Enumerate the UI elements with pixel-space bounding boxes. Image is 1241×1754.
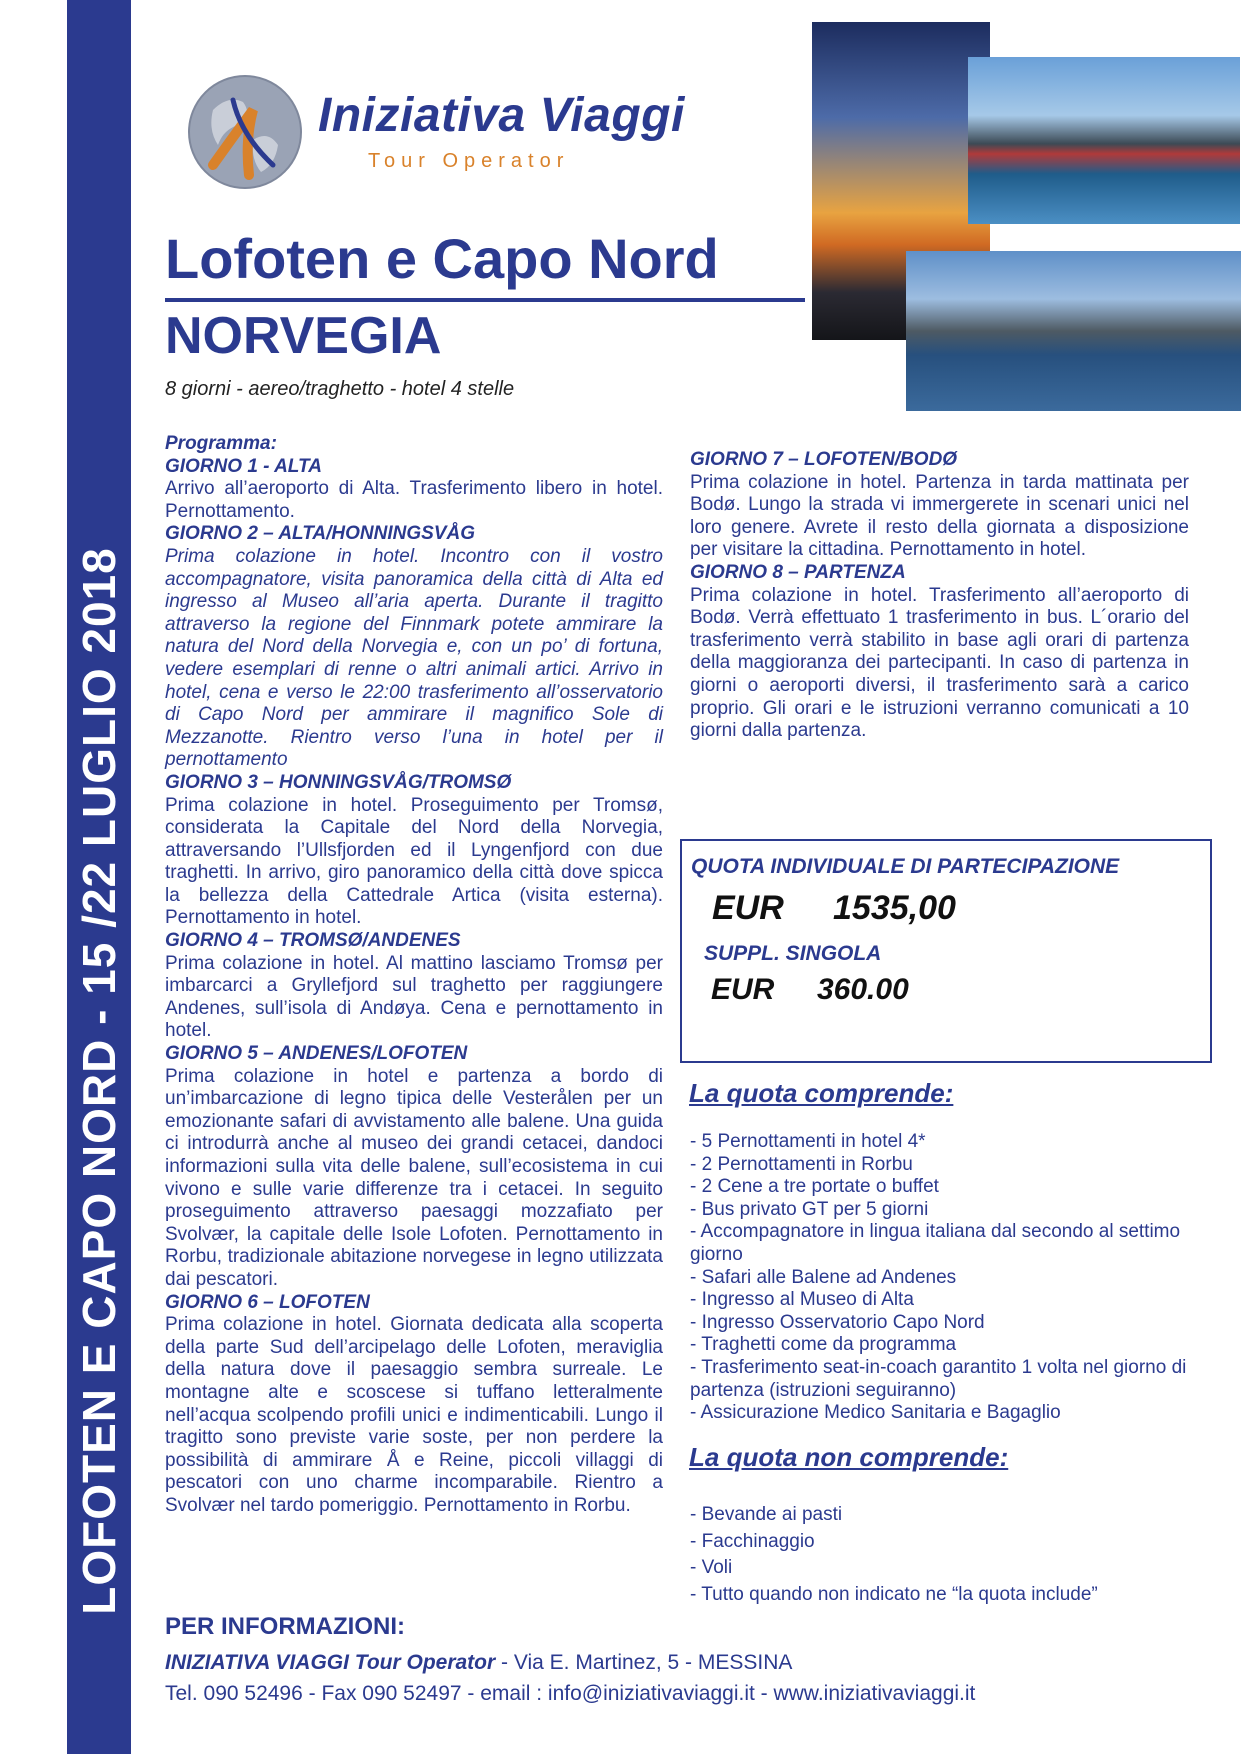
list-item: - Ingresso al Museo di Alta xyxy=(690,1289,914,1311)
day-text: Arrivo all’aeroporto di Alta. Trasferimento libero in hotel. Pernottamento. xyxy=(165,478,663,522)
title-divider xyxy=(165,298,805,302)
list-item: - Bus privato GT per 5 giorni xyxy=(690,1198,929,1220)
day-heading: GIORNO 6 – LOFOTEN xyxy=(165,1291,370,1313)
company-name: INIZIATIVA VIAGGI Tour Operator xyxy=(165,1651,496,1674)
single-supplement-label: SUPPL. SINGOLA xyxy=(704,942,882,965)
list-item: - Facchinaggio xyxy=(690,1530,815,1552)
day-text: Prima colazione in hotel. Giornata dedicata alla scoperta della parte Sud dell’arcipelago delle Lofoten, meraviglia della natura dove il paesaggio sembra surreale. Le montagne alte e scoscese si tuffano letteralmente nell’acqua scolpendo profili unici e indimenticabili. Lungo il tragitto sono previste varie soste, per non perdere la possibilità di ammirare Å e Reine, piccoli villaggi di pescatori con uno charme incomparabile. Rientro a Svolvær nel tardo pomeriggio. Pernottamento in Rorbu. xyxy=(165,1314,663,1516)
day-text: Prima colazione in hotel. Proseguimento per Tromsø, considerata la Capitale del Nord della Norvegia, attraversando l’Ullsfjorden ed il Lyngenfjord con due traghetti. In arrivo, giro panoramico della città dove spicca la bellezza della Cattedrale Artica (visita esterna). Pernottamento in hotel. xyxy=(165,794,663,929)
day-heading: GIORNO 7 – LOFOTEN/BODØ xyxy=(690,449,958,470)
list-item: - 5 Pernottamenti in hotel 4* xyxy=(690,1131,926,1152)
page-subtitle: NORVEGIA xyxy=(165,307,442,365)
program-column-right xyxy=(690,449,1189,743)
program-column-left xyxy=(165,433,663,1518)
list-item: - Safari alle Balene ad Andenes xyxy=(690,1266,957,1288)
contact-details-line: Tel. 090 52496 - Fax 090 52497 - email : info@iniziativaviaggi.it - www.iniziativaviaggi.it xyxy=(165,1682,976,1705)
side-banner-text: LOFOTEN E CAPO NORD - 15 /22 LUGLIO 2018 xyxy=(73,547,125,1615)
price-heading: QUOTA INDIVIDUALE DI PARTECIPAZIONE xyxy=(691,855,1120,878)
day-heading: GIORNO 3 – HONNINGSVÅG/TROMSØ xyxy=(165,771,512,793)
day-text: Prima colazione in hotel. Partenza in tarda mattinata per Bodø. Lungo la strada vi immergerete in scenari unici nel loro genere. Avrete il resto della giornata a disposizione per visitare la cittadina. Pernottamento in hotel. xyxy=(690,471,1189,561)
day-text: Prima colazione in hotel e partenza a bordo di un’imbarcazione di legno tipica delle Vesterålen per un emozionante safari di avvistamento alle balene. Una guida ci introdurrà anche al museo dei grandi cetacei, dandoci informazioni sulla vita delle balene, sull’ecosistema in cui vivono e sulle varie differenze tra i cetacei. In seguito proseguimento attraverso paesaggi mozzafiato per Svolvær, la capitale delle Isole Lofoten. Pernottamento in Rorbu, tradizionale abitazione norvegese in legno utilizzata dai pescatori. xyxy=(165,1065,663,1290)
company-address: - Via E. Martinez, 5 - MESSINA xyxy=(495,1651,793,1674)
list-item: - Accompagnatore in lingua italiana dal secondo al settimo giorno xyxy=(690,1221,1181,1265)
day-text: Prima colazione in hotel. Al mattino lasciamo Tromsø per imbarcarci a Gryllefjord sul traghetto per raggiungere Andenes, sull’isola di Andøya. Cena e pernottamento in hotel. xyxy=(165,952,663,1042)
includes-heading: La quota comprende: xyxy=(689,1078,954,1108)
list-item: - Trasferimento seat-in-coach garantito 1 volta nel giorno di partenza (istruzioni seguiranno) xyxy=(690,1356,1187,1401)
list-item: - Ingresso Osservatorio Capo Nord xyxy=(690,1311,985,1333)
price-currency: EUR xyxy=(712,889,784,927)
logo-subtitle: Tour Operator xyxy=(368,150,570,172)
day-text: Prima colazione in hotel. Trasferimento all’aeroporto di Bodø. Verrà effettuato 1 trasferimento in bus. L´orario del trasferimento verrà stabilito in base agli orari di partenza della maggioranza dei partecipanti. In caso di partenza in giorni o aeroporti diversi, il trasferimento sarà a carico proprio. Gli orari e le istruzioni verranno comunicati a 10 giorni dalla partenza. xyxy=(690,584,1189,742)
price-box xyxy=(680,839,1212,1063)
day-heading: GIORNO 4 – TROMSØ/ANDENES xyxy=(165,930,461,952)
includes-list xyxy=(690,1131,1210,1425)
logo-name: Iniziativa Viaggi xyxy=(318,89,685,142)
day-text: Prima colazione in hotel. Incontro con il vostro accompagnatore, visita panoramica della città di Alta ed ingresso al Museo all’aria aperta. Durante il tragitto attraverso la regione del Finnmark potete ammirare la natura del Nord della Norvegia e, con un po’ di fortuna, vedere esemplari di renne o altri animali artici. Arrivo in hotel, cena e verso le 22:00 trasferimento all’osservatorio di Capo Nord per ammirare il magnifico Sole di Mezzanotte. Rientro verso l’una in hotel per il pernottamento xyxy=(165,545,663,771)
excludes-list xyxy=(690,1502,1210,1608)
page-title: Lofoten e Capo Nord xyxy=(165,227,719,290)
fjord-landscape-photo xyxy=(906,251,1241,411)
day-heading: GIORNO 2 – ALTA/HONNINGSVÅG xyxy=(165,523,476,545)
contact-heading: PER INFORMAZIONI: xyxy=(165,1613,405,1640)
list-item: - 2 Pernottamenti in Rorbu xyxy=(690,1153,913,1175)
list-item: - Assicurazione Medico Sanitaria e Bagaglio xyxy=(690,1402,1061,1424)
day-heading: GIORNO 5 – ANDENES/LOFOTEN xyxy=(165,1043,468,1065)
day-heading: GIORNO 8 – PARTENZA xyxy=(690,561,906,583)
excludes-heading: La quota non comprende: xyxy=(689,1442,1009,1472)
list-item: - 2 Cene a tre portate o buffet xyxy=(690,1176,939,1198)
price-amount: 1535,00 xyxy=(833,889,956,927)
contact-company-line xyxy=(165,1651,792,1675)
list-item: - Voli xyxy=(690,1557,733,1578)
list-item: - Tutto quando non indicato ne “la quota include” xyxy=(690,1583,1098,1605)
supplement-amount: 360.00 xyxy=(817,973,909,1006)
list-item: - Traghetti come da programma xyxy=(690,1334,957,1356)
program-label: Programma: xyxy=(165,433,277,454)
fishing-village-photo xyxy=(968,57,1240,224)
globe-logo-icon xyxy=(183,70,313,200)
day-heading: GIORNO 1 - ALTA xyxy=(165,455,322,477)
list-item: - Bevande ai pasti xyxy=(690,1504,843,1525)
trip-tagline: 8 giorni - aereo/traghetto - hotel 4 stelle xyxy=(165,378,515,400)
supplement-currency: EUR xyxy=(711,973,775,1006)
company-logo xyxy=(183,70,703,205)
